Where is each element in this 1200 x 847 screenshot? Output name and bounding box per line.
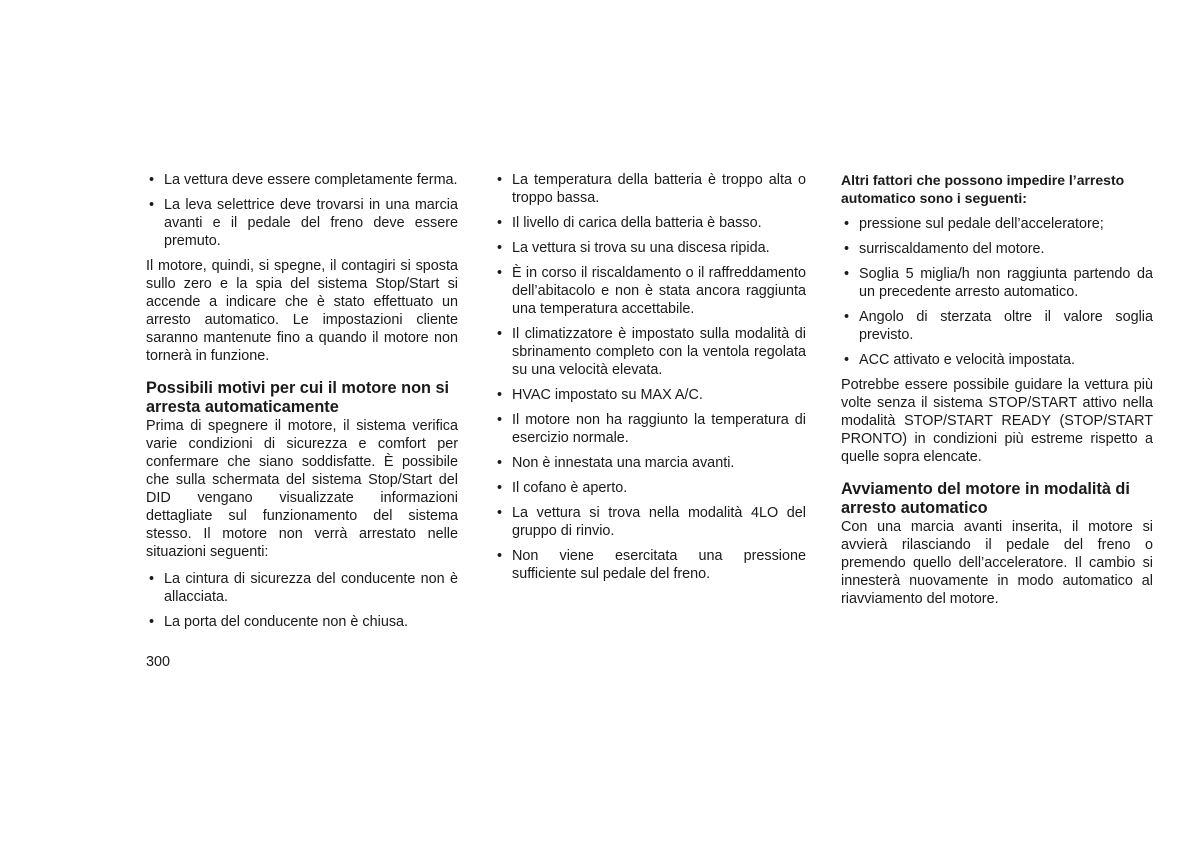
section-heading: Avviamento del motore in modalità di arresto automatico bbox=[841, 480, 1130, 517]
section-heading: Possibili motivi per cui il motore non si arresta automaticamente bbox=[146, 379, 450, 416]
column-middle bbox=[494, 171, 806, 590]
factors-list bbox=[841, 215, 1153, 369]
list-item: • La cintura di sicurezza del conducente non è allacciata. bbox=[146, 570, 458, 606]
paragraph: Potrebbe essere possibile guidare la vettura più volte senza il sistema STOP/START attivo nella modalità STOP/START READY (STOP/START PRONTO) in condizioni più estreme rispetto a quelle sopra elencate. bbox=[841, 377, 1153, 465]
list-item: • Non viene esercitata una pressione sufficiente sul pedale del freno. bbox=[494, 547, 806, 583]
list-item: • Il climatizzatore è impostato sulla modalità di sbrinamento completo con la ventola regolata su una velocità elevata. bbox=[494, 325, 806, 379]
list-item: • Angolo di sterzata oltre il valore soglia previsto. bbox=[841, 308, 1153, 344]
list-item: • Il livello di carica della batteria è basso. bbox=[494, 214, 806, 232]
list-item: • pressione sul pedale dell’acceleratore; bbox=[841, 215, 1153, 233]
list-item: • La leva selettrice deve trovarsi in una marcia avanti e il pedale del freno deve essere premuto. bbox=[146, 196, 458, 250]
list-item: • La porta del conducente non è chiusa. bbox=[146, 613, 458, 631]
list-item: • Il cofano è aperto. bbox=[494, 479, 806, 497]
list-item: • La vettura si trova nella modalità 4LO del gruppo di rinvio. bbox=[494, 504, 806, 540]
conditions-list bbox=[146, 570, 458, 631]
requirements-list bbox=[146, 171, 458, 250]
page-number: 300 bbox=[146, 654, 171, 670]
list-item: • HVAC impostato su MAX A/C. bbox=[494, 386, 806, 404]
conditions-list bbox=[494, 171, 806, 583]
paragraph: Prima di spegnere il motore, il sistema verifica varie condizioni di sicurezza e comfort per confermare che siano soddisfatte. È possibile che sulla schermata del sistema Stop/Start del DID vengano visualizzate informazioni dettagliate sul funzionamento del sistema stesso. Il motore non verrà arrestato nelle situazioni seguenti: bbox=[146, 418, 458, 560]
column-right bbox=[841, 171, 1153, 617]
paragraph: Con una marcia avanti inserita, il motore si avvierà rilasciando il pedale del freno o premendo quello dell’acceleratore. Il cambio si innesterà nuovamente in modo automatico al riavviamento del motore. bbox=[841, 519, 1153, 607]
list-item: • Soglia 5 miglia/h non raggiunta partendo da un precedente arresto automatico. bbox=[841, 265, 1153, 301]
column-left bbox=[146, 171, 458, 638]
list-item: • La temperatura della batteria è troppo alta o troppo bassa. bbox=[494, 171, 806, 207]
list-item: • Il motore non ha raggiunto la temperatura di esercizio normale. bbox=[494, 411, 806, 447]
list-item: • La vettura si trova su una discesa ripida. bbox=[494, 239, 806, 257]
subheading: Altri fattori che possono impedire l’arresto automatico sono i seguenti: bbox=[841, 172, 1125, 206]
list-item: • surriscaldamento del motore. bbox=[841, 240, 1153, 258]
list-item: • ACC attivato e velocità impostata. bbox=[841, 351, 1153, 369]
paragraph: Il motore, quindi, si spegne, il contagiri si sposta sullo zero e la spia del sistema Stop/Start si accende a indicare che è stato effettuato un arresto automatico. Le impostazioni cliente saranno mantenute fino a quando il motore non tornerà in funzione. bbox=[146, 258, 458, 364]
list-item: • La vettura deve essere completamente ferma. bbox=[146, 171, 458, 189]
list-item: • Non è innestata una marcia avanti. bbox=[494, 454, 806, 472]
list-item: • È in corso il riscaldamento o il raffreddamento dell’abitacolo e non è stata ancora raggiunta una temperatura accettabile. bbox=[494, 264, 806, 318]
